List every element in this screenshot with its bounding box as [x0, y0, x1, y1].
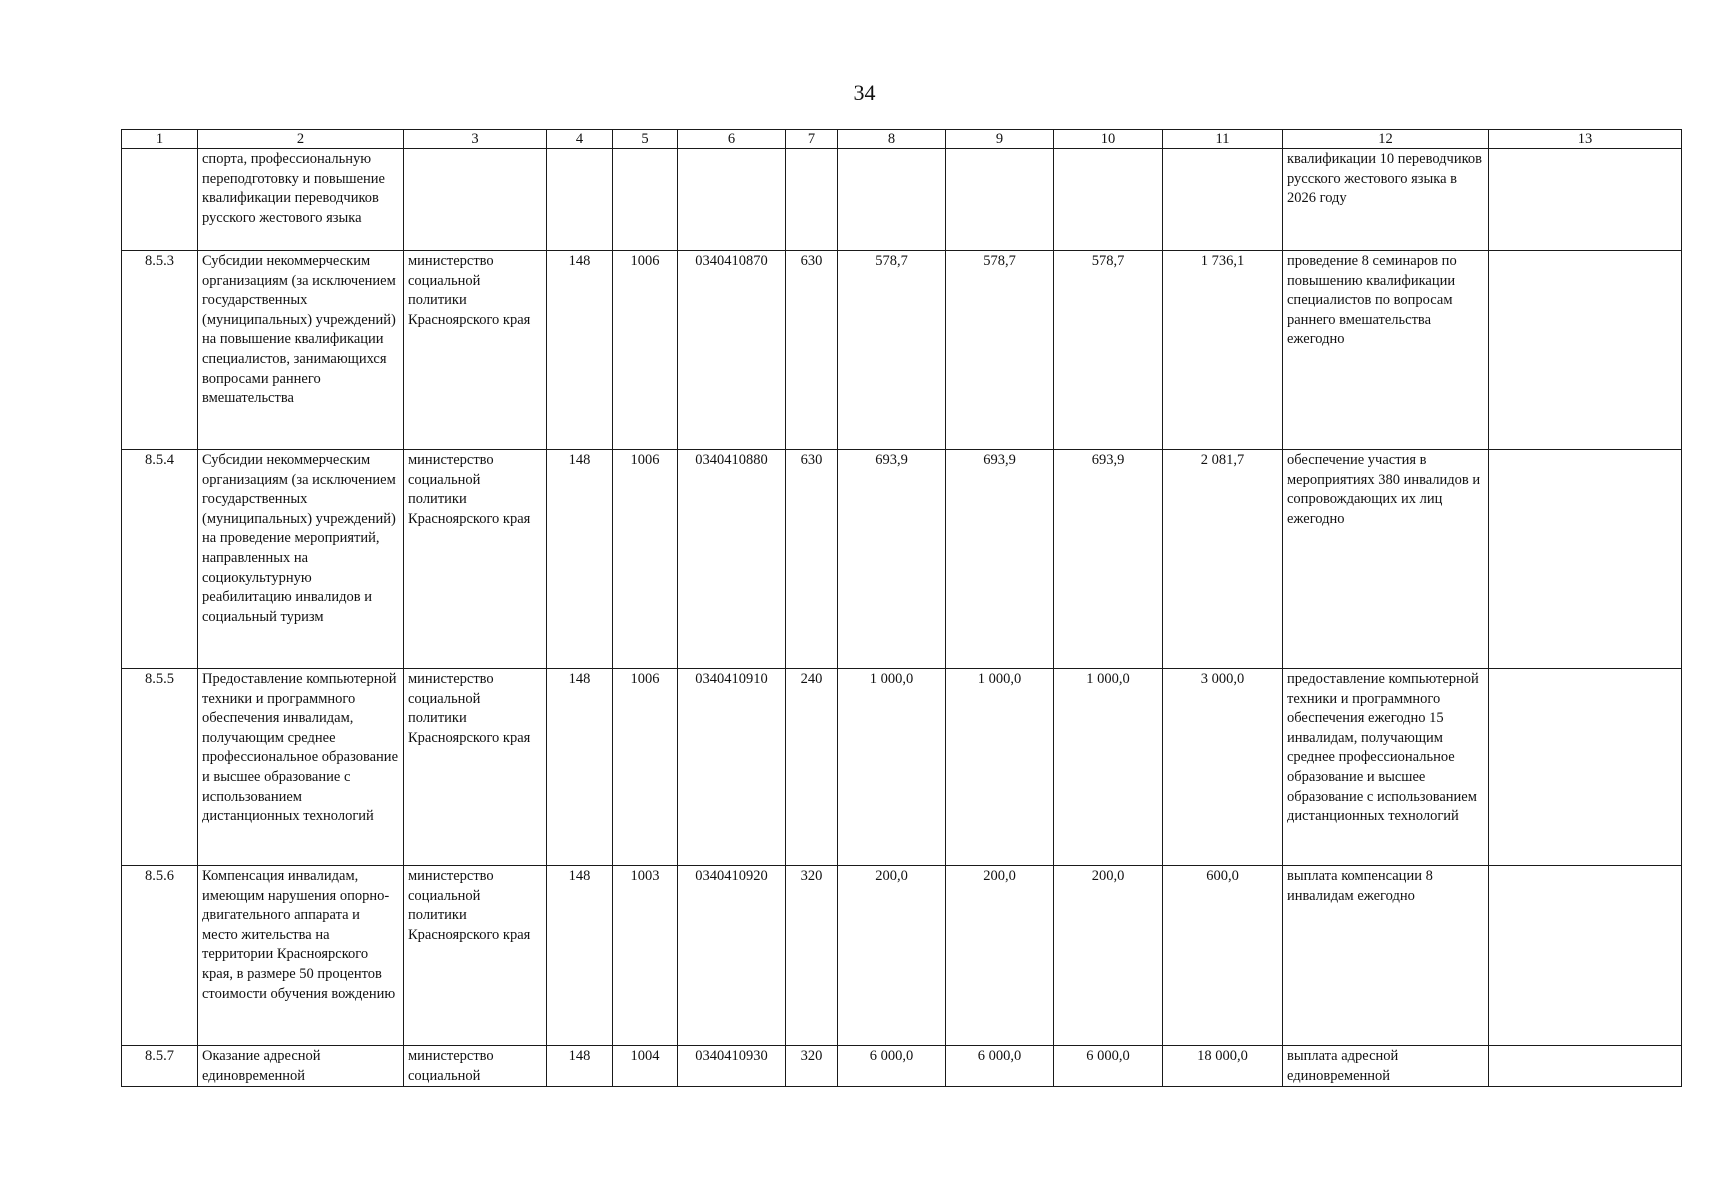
cell-col8: 693,9	[838, 450, 946, 669]
activity-name: Субсидии некоммерческим организациям (за исключением государственных (муниципальных) учреждений) на проведение мероприятий, направленных на социокультурную реабилитацию инвалидов и социальный туризм	[198, 450, 404, 669]
cell-col5: 1006	[613, 450, 678, 669]
cell-col4: 148	[547, 251, 613, 450]
cell-col10: 578,7	[1054, 251, 1163, 450]
cell-col7: 630	[786, 450, 838, 669]
cell-col10: 6 000,0	[1054, 1046, 1163, 1087]
cell-col9: 578,7	[946, 251, 1054, 450]
column-header: 11	[1163, 130, 1283, 149]
cell-col9	[946, 149, 1054, 251]
cell-col4	[547, 149, 613, 251]
expected-result: обеспечение участия в мероприятиях 380 инвалидов и сопровождающих их лиц ежегодно	[1283, 450, 1489, 669]
cell-col8: 578,7	[838, 251, 946, 450]
cell-col9: 6 000,0	[946, 1046, 1054, 1087]
cell-col6: 0340410910	[678, 669, 786, 866]
responsible-department: министерство социальной политики Красноярского края	[404, 450, 547, 669]
column-header: 6	[678, 130, 786, 149]
cell-col11: 2 081,7	[1163, 450, 1283, 669]
cell-col13	[1489, 866, 1682, 1046]
expected-result: выплата компенсации 8 инвалидам ежегодно	[1283, 866, 1489, 1046]
row-id: 8.5.7	[122, 1046, 198, 1087]
cell-col5: 1003	[613, 866, 678, 1046]
cell-col7: 320	[786, 866, 838, 1046]
cell-col10: 693,9	[1054, 450, 1163, 669]
cell-col11: 1 736,1	[1163, 251, 1283, 450]
cell-col7: 240	[786, 669, 838, 866]
column-header: 5	[613, 130, 678, 149]
cell-col8: 6 000,0	[838, 1046, 946, 1087]
responsible-department: министерство социальной политики Красноярского края	[404, 251, 547, 450]
expected-result: выплата адресной единовременной	[1283, 1046, 1489, 1087]
responsible-department: министерство социальной политики Красноярского края	[404, 866, 547, 1046]
cell-col10: 1 000,0	[1054, 669, 1163, 866]
activity-name: Компенсация инвалидам, имеющим нарушения опорно-двигательного аппарата и место жительства на территории Красноярского края, в размере 50 процентов стоимости обучения вождению	[198, 866, 404, 1046]
cell-col11: 600,0	[1163, 866, 1283, 1046]
cell-col6: 0340410930	[678, 1046, 786, 1087]
cell-col13	[1489, 149, 1682, 251]
cell-col13	[1489, 450, 1682, 669]
table-row	[122, 1046, 1682, 1087]
cell-col6: 0340410870	[678, 251, 786, 450]
cell-col10	[1054, 149, 1163, 251]
row-id: 8.5.5	[122, 669, 198, 866]
activity-name: спорта, профессиональную переподготовку и повышение квалификации переводчиков русского жестового языка	[198, 149, 404, 251]
activity-name: Оказание адресной единовременной	[198, 1046, 404, 1087]
cell-col7: 320	[786, 1046, 838, 1087]
table-row	[122, 251, 1682, 450]
cell-col7	[786, 149, 838, 251]
column-header: 3	[404, 130, 547, 149]
row-id: 8.5.6	[122, 866, 198, 1046]
row-id: 8.5.4	[122, 450, 198, 669]
cell-col13	[1489, 669, 1682, 866]
cell-col10: 200,0	[1054, 866, 1163, 1046]
responsible-department: министерство социальной политики Красноярского края	[404, 669, 547, 866]
cell-col11: 18 000,0	[1163, 1046, 1283, 1087]
cell-col4: 148	[547, 669, 613, 866]
cell-col5: 1006	[613, 251, 678, 450]
cell-col7: 630	[786, 251, 838, 450]
header-row	[122, 130, 1682, 149]
column-header: 12	[1283, 130, 1489, 149]
cell-col4: 148	[547, 450, 613, 669]
activity-name: Предоставление компьютерной техники и программного обеспечения инвалидам, получающим среднее профессиональное образование и высшее образование с использованием дистанционных технологий	[198, 669, 404, 866]
page-number: 34	[853, 80, 876, 105]
expected-result: предоставление компьютерной техники и программного обеспечения ежегодно 15 инвалидам, получающим среднее профессиональное образование и высшее образование с использованием дистанционных технологий	[1283, 669, 1489, 866]
cell-col8: 1 000,0	[838, 669, 946, 866]
cell-col9: 1 000,0	[946, 669, 1054, 866]
cell-col5: 1004	[613, 1046, 678, 1087]
program-activities-table	[121, 129, 1682, 1087]
expected-result: квалификации 10 переводчиков русского жестового языка в 2026 году	[1283, 149, 1489, 251]
cell-col6: 0340410880	[678, 450, 786, 669]
row-id: 8.5.3	[122, 251, 198, 450]
cell-col6: 0340410920	[678, 866, 786, 1046]
cell-col8	[838, 149, 946, 251]
table-row	[122, 149, 1682, 251]
cell-col4: 148	[547, 1046, 613, 1087]
responsible-department: министерство социальной	[404, 1046, 547, 1087]
table-row	[122, 669, 1682, 866]
cell-col11	[1163, 149, 1283, 251]
cell-col13	[1489, 1046, 1682, 1087]
column-header: 4	[547, 130, 613, 149]
cell-col5	[613, 149, 678, 251]
table-row	[122, 866, 1682, 1046]
column-header: 7	[786, 130, 838, 149]
cell-col5: 1006	[613, 669, 678, 866]
cell-col4: 148	[547, 866, 613, 1046]
cell-col11: 3 000,0	[1163, 669, 1283, 866]
responsible-department	[404, 149, 547, 251]
column-header: 1	[122, 130, 198, 149]
column-header: 10	[1054, 130, 1163, 149]
activity-name: Субсидии некоммерческим организациям (за исключением государственных (муниципальных) учреждений) на повышение квалификации специалистов, занимающихся вопросами раннего вмешательства	[198, 251, 404, 450]
column-header: 2	[198, 130, 404, 149]
column-header: 13	[1489, 130, 1682, 149]
table-row	[122, 450, 1682, 669]
cell-col6	[678, 149, 786, 251]
column-header: 9	[946, 130, 1054, 149]
cell-col9: 200,0	[946, 866, 1054, 1046]
column-header: 8	[838, 130, 946, 149]
cell-col13	[1489, 251, 1682, 450]
row-id	[122, 149, 198, 251]
cell-col9: 693,9	[946, 450, 1054, 669]
cell-col8: 200,0	[838, 866, 946, 1046]
expected-result: проведение 8 семинаров по повышению квалификации специалистов по вопросам раннего вмешательства ежегодно	[1283, 251, 1489, 450]
